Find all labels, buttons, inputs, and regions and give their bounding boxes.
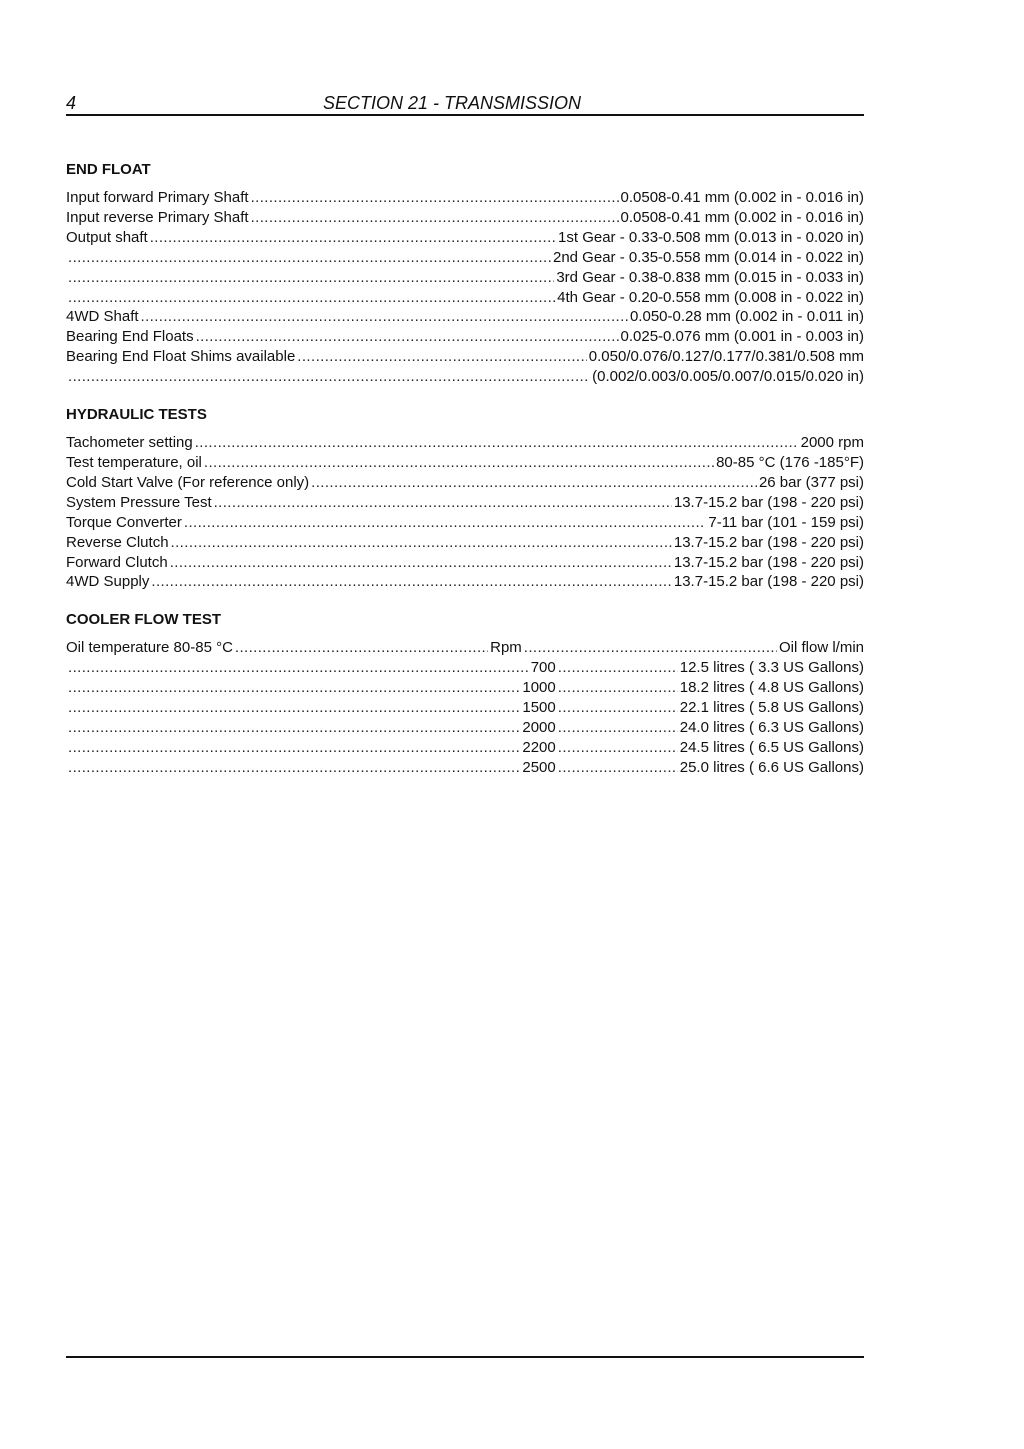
spec-row xyxy=(66,553,864,573)
leader-dots xyxy=(558,698,678,718)
spec-label: Tachometer setting xyxy=(66,434,193,452)
spec-value: 0.050-0.28 mm (0.002 in - 0.011 in) xyxy=(629,308,864,326)
leader-dots xyxy=(184,513,706,533)
spec-value: 0.025-0.076 mm (0.001 in - 0.003 in) xyxy=(620,328,864,346)
spec-value: 7-11 bar (101 - 159 psi) xyxy=(708,513,864,531)
cooler-flow-row xyxy=(66,698,864,718)
rpm-value: 1000 xyxy=(522,679,556,697)
leader-dots xyxy=(524,638,777,658)
spec-label: Reverse Clutch xyxy=(66,533,169,551)
spec-value: 13.7-15.2 bar (198 - 220 psi) xyxy=(673,573,864,591)
spec-value: 0.0508-0.41 mm (0.002 in - 0.016 in) xyxy=(620,208,864,226)
spec-value: 2000 rpm xyxy=(800,434,864,452)
leader-dots xyxy=(68,758,520,778)
hydraulic-tests-heading: HYDRAULIC TESTS xyxy=(66,406,207,424)
cooler-flow-row xyxy=(66,738,864,758)
oil-flow-column-label: Oil flow l/min xyxy=(778,639,864,657)
end-float-section xyxy=(66,160,864,387)
leader-dots xyxy=(68,288,555,308)
cooler-flow-row xyxy=(66,718,864,738)
end-float-heading: END FLOAT xyxy=(66,161,151,178)
leader-dots xyxy=(141,307,628,327)
leader-dots xyxy=(68,718,520,738)
spec-row xyxy=(66,288,864,308)
spec-row xyxy=(66,347,864,367)
leader-dots xyxy=(558,658,678,678)
rpm-value: 2500 xyxy=(522,758,556,776)
leader-dots xyxy=(558,758,678,778)
leader-dots xyxy=(214,493,672,513)
spec-label: Output shaft xyxy=(66,228,148,246)
spec-row xyxy=(66,513,864,533)
footer-rule xyxy=(66,1356,864,1358)
spec-row xyxy=(66,307,864,327)
spec-row xyxy=(66,188,864,208)
spec-value: 2nd Gear - 0.35-0.558 mm (0.014 in - 0.022 in) xyxy=(552,248,864,266)
oil-flow-value: 22.1 litres ( 5.8 US Gallons) xyxy=(679,699,864,717)
oil-flow-value: 12.5 litres ( 3.3 US Gallons) xyxy=(679,659,864,677)
spec-label: Test temperature, oil xyxy=(66,453,202,471)
leader-dots xyxy=(68,248,551,268)
leader-dots xyxy=(196,327,619,347)
cooler-flow-row xyxy=(66,758,864,778)
leader-dots xyxy=(558,718,678,738)
leader-dots xyxy=(251,188,619,208)
spec-value: 0.0508-0.41 mm (0.002 in - 0.016 in) xyxy=(620,189,864,206)
spec-row xyxy=(66,367,864,387)
spec-value: 13.7-15.2 bar (198 - 220 psi) xyxy=(673,533,864,551)
spec-label: Bearing End Float Shims available xyxy=(66,348,296,366)
leader-dots xyxy=(558,678,678,698)
spec-row xyxy=(66,473,864,493)
cooler-flow-test-section xyxy=(66,610,864,777)
spec-value: 26 bar (377 psi) xyxy=(758,473,864,491)
oil-temperature-label: Oil temperature 80-85 °C xyxy=(66,639,233,657)
spec-label: Input reverse Primary Shaft xyxy=(66,208,249,226)
leader-dots xyxy=(150,228,556,248)
oil-flow-value: 18.2 litres ( 4.8 US Gallons) xyxy=(679,679,864,697)
spec-value: 1st Gear - 0.33-0.508 mm (0.013 in - 0.020 in) xyxy=(558,228,864,246)
leader-dots xyxy=(311,473,757,493)
spec-value: 13.7-15.2 bar (198 - 220 psi) xyxy=(673,493,864,511)
leader-dots xyxy=(68,698,520,718)
spec-value: 4th Gear - 0.20-0.558 mm (0.008 in - 0.022 in) xyxy=(557,288,864,306)
leader-dots xyxy=(68,367,590,387)
oil-flow-value: 24.0 litres ( 6.3 US Gallons) xyxy=(679,718,864,736)
spec-value: 80-85 °C (176 -185°F) xyxy=(716,453,864,471)
spec-row xyxy=(66,228,864,248)
leader-dots xyxy=(68,678,520,698)
spec-label: Input forward Primary Shaft xyxy=(66,189,249,206)
rpm-value: 700 xyxy=(530,659,556,677)
oil-flow-value: 24.5 litres ( 6.5 US Gallons) xyxy=(679,738,864,756)
spec-row xyxy=(66,208,864,228)
spec-label: Bearing End Floats xyxy=(66,328,194,346)
spec-label: 4WD Supply xyxy=(66,573,150,591)
oil-flow-value: 25.0 litres ( 6.6 US Gallons) xyxy=(679,758,864,776)
spec-row xyxy=(66,533,864,553)
leader-dots xyxy=(235,638,488,658)
spec-label: Forward Clutch xyxy=(66,553,168,571)
cooler-flow-row xyxy=(66,658,864,678)
leader-dots xyxy=(251,208,619,228)
spec-label: 4WD Shaft xyxy=(66,308,139,326)
spec-row xyxy=(66,453,864,473)
spec-row xyxy=(66,248,864,268)
spec-label: Torque Converter xyxy=(66,513,182,531)
cooler-flow-header-row xyxy=(66,638,864,658)
spec-row xyxy=(66,493,864,513)
spec-content xyxy=(66,160,864,796)
leader-dots xyxy=(558,738,678,758)
leader-dots xyxy=(151,572,672,592)
spec-label: System Pressure Test xyxy=(66,493,212,511)
page-header xyxy=(66,92,864,116)
rpm-column-label: Rpm xyxy=(490,639,522,657)
spec-value: 0.050/0.076/0.127/0.177/0.381/0.508 mm xyxy=(588,348,864,366)
leader-dots xyxy=(68,268,554,288)
leader-dots xyxy=(171,533,672,553)
leader-dots xyxy=(204,453,714,473)
spec-value: 3rd Gear - 0.38-0.838 mm (0.015 in - 0.033 in) xyxy=(556,268,864,286)
rpm-value: 1500 xyxy=(522,699,556,717)
cooler-flow-test-heading: COOLER FLOW TEST xyxy=(66,611,221,629)
hydraulic-tests-section xyxy=(66,405,864,592)
spec-row xyxy=(66,433,864,453)
section-title: SECTION 21 - TRANSMISSION xyxy=(323,93,582,113)
page-number: 4 xyxy=(66,93,77,113)
leader-dots xyxy=(68,658,529,678)
leader-dots xyxy=(68,738,520,758)
leader-dots xyxy=(170,553,672,573)
spec-value: 13.7-15.2 bar (198 - 220 psi) xyxy=(673,553,864,571)
leader-dots xyxy=(297,347,586,367)
rpm-value: 2000 xyxy=(522,718,556,736)
spec-value: (0.002/0.003/0.005/0.007/0.015/0.020 in) xyxy=(592,368,864,386)
leader-dots xyxy=(195,433,799,453)
spec-row xyxy=(66,268,864,288)
cooler-flow-row xyxy=(66,678,864,698)
spec-row xyxy=(66,327,864,347)
spec-row xyxy=(66,572,864,592)
spec-label: Cold Start Valve (For reference only) xyxy=(66,473,310,491)
rpm-value: 2200 xyxy=(522,738,556,756)
